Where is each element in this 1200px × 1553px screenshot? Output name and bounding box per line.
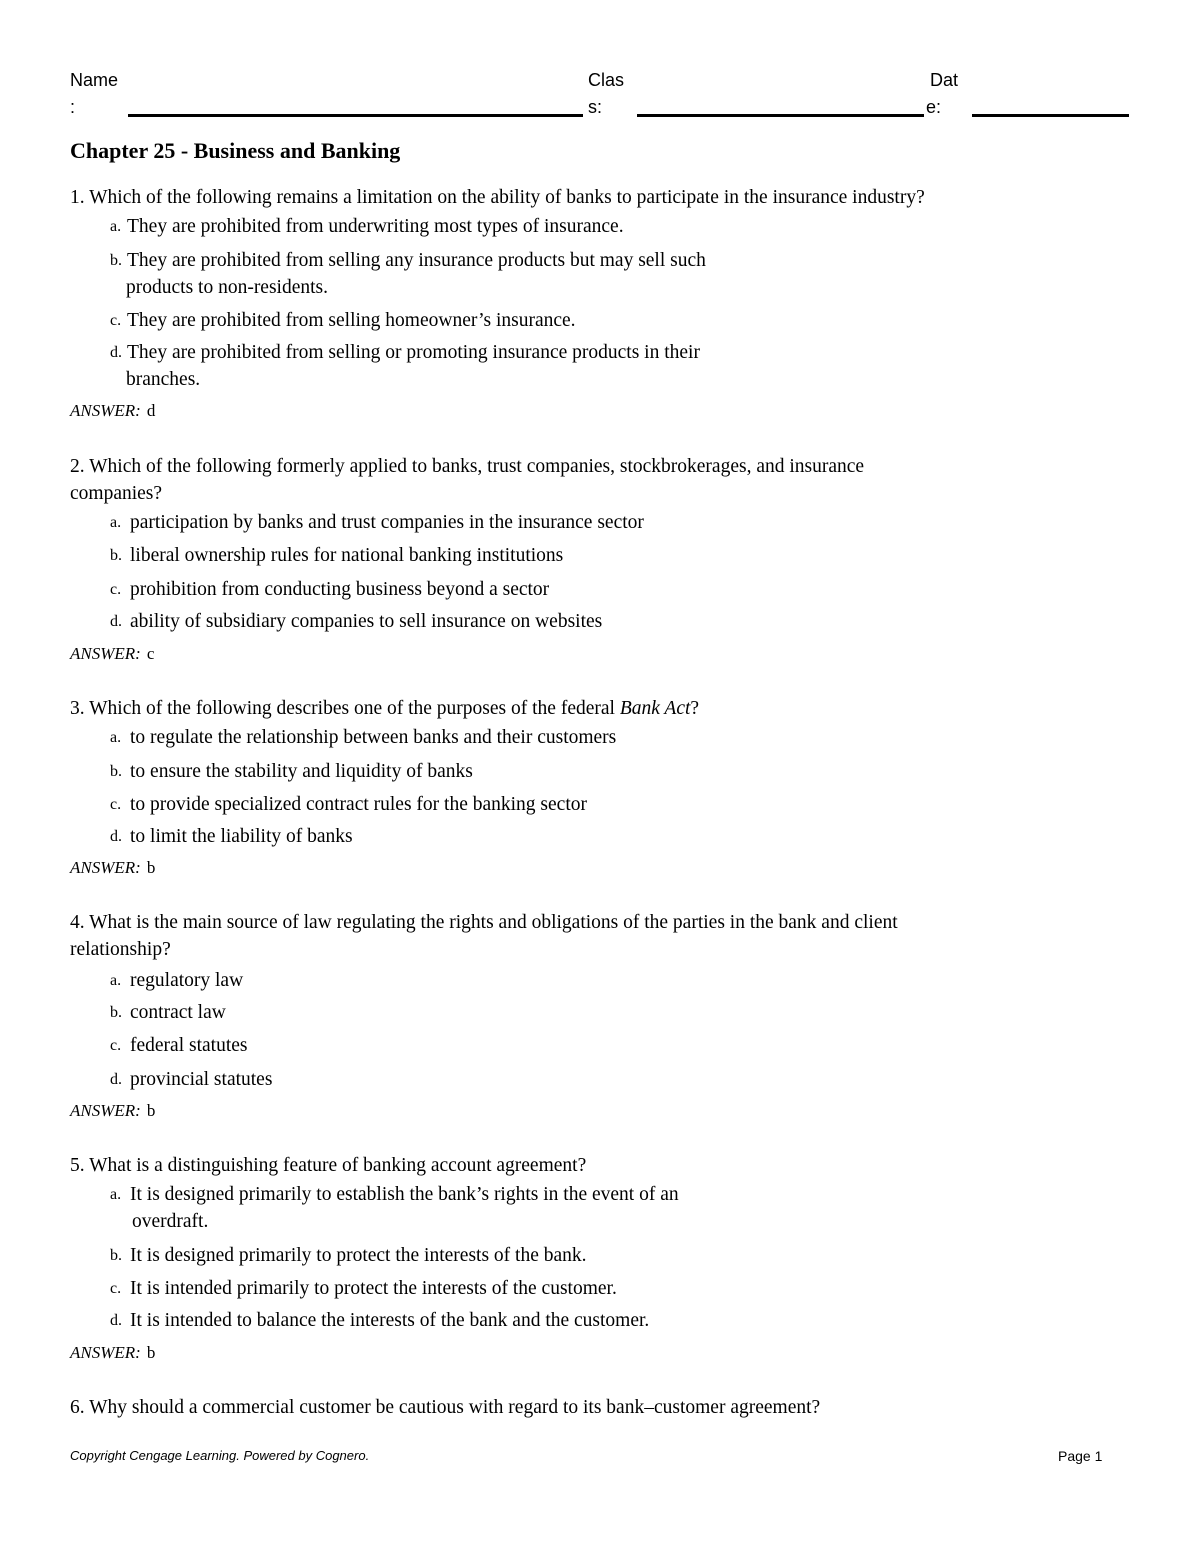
option-text: It is intended primarily to protect the interests of the customer. bbox=[130, 1278, 617, 1299]
answer-line bbox=[70, 401, 155, 421]
option-text: regulatory law bbox=[130, 970, 244, 991]
option-text: contract law bbox=[130, 1002, 226, 1023]
question-stem bbox=[70, 1152, 586, 1179]
question-text: Why should a commercial customer be cautious with regard to its bank–customer agreement? bbox=[89, 1397, 821, 1418]
question-text: Which of the following formerly applied to banks, trust companies, stockbrokerages, and insurance bbox=[89, 456, 865, 477]
option-letter: b. bbox=[110, 1247, 122, 1264]
option-text-cont: overdraft. bbox=[132, 1211, 209, 1232]
class-label-bottom: s: bbox=[588, 97, 603, 117]
question-number: 3. bbox=[70, 698, 85, 719]
question-text: What is a distinguishing feature of banking account agreement? bbox=[89, 1155, 587, 1176]
option-letter: a. bbox=[110, 218, 122, 235]
option-text: federal statutes bbox=[130, 1035, 248, 1056]
option-text: to regulate the relationship between banks and their customers bbox=[130, 727, 617, 748]
option-letter: c. bbox=[110, 581, 122, 598]
option-letter: d. bbox=[110, 1071, 122, 1088]
date-label-bottom: e: bbox=[926, 97, 942, 117]
option-text: They are prohibited from underwriting most types of insurance. bbox=[127, 216, 624, 237]
question-text: Which of the following remains a limitation on the ability of banks to participate in the insurance industry? bbox=[89, 187, 925, 208]
question-text: What is the main source of law regulating the rights and obligations of the parties in the bank and client bbox=[89, 912, 898, 933]
option-letter: a. bbox=[110, 972, 122, 989]
answer-value: d bbox=[146, 401, 156, 420]
option-letter: c. bbox=[110, 312, 122, 329]
answer-value: b bbox=[146, 1101, 156, 1120]
question-text-italic: Bank Act bbox=[619, 698, 691, 719]
question-number: 5. bbox=[70, 1155, 85, 1176]
option-text: to limit the liability of banks bbox=[130, 826, 353, 847]
question-number: 4. bbox=[70, 912, 85, 933]
question-stem bbox=[70, 1394, 820, 1421]
question-number: 2. bbox=[70, 456, 85, 477]
question-stem bbox=[70, 909, 1130, 963]
answer-line bbox=[70, 858, 155, 878]
option-text: liberal ownership rules for national banking institutions bbox=[130, 545, 564, 566]
question-stem bbox=[70, 184, 925, 211]
option-text: It is intended to balance the interests of the bank and the customer. bbox=[130, 1310, 650, 1331]
option-text: They are prohibited from selling or promoting insurance products in their bbox=[127, 342, 700, 363]
answer-value: c bbox=[146, 644, 155, 663]
option-text-cont: branches. bbox=[126, 369, 201, 390]
option-text: prohibition from conducting business beyond a sector bbox=[130, 579, 550, 600]
option-letter: c. bbox=[110, 796, 122, 813]
answer-line bbox=[70, 1101, 155, 1121]
answer-label: ANSWER: bbox=[70, 644, 141, 663]
question-number: 1. bbox=[70, 187, 85, 208]
name-label-top: Name bbox=[70, 70, 119, 90]
option-letter: a. bbox=[110, 514, 122, 531]
option-letter: a. bbox=[110, 729, 122, 746]
copyright-notice: Copyright Cengage Learning. Powered by Cognero. bbox=[70, 1448, 370, 1463]
option-letter: d. bbox=[110, 1312, 122, 1329]
option-text: to provide specialized contract rules for the banking sector bbox=[130, 794, 587, 815]
name-label-bottom: : bbox=[70, 97, 76, 117]
option-letter: d. bbox=[110, 344, 122, 361]
answer-label: ANSWER: bbox=[70, 858, 141, 877]
option-text: to ensure the stability and liquidity of banks bbox=[130, 761, 473, 782]
option-text: provincial statutes bbox=[130, 1069, 273, 1090]
date-label-top: Dat bbox=[930, 70, 959, 90]
answer-line bbox=[70, 644, 154, 664]
question-number: 6. bbox=[70, 1397, 85, 1418]
option-letter: b. bbox=[110, 547, 122, 564]
answer-label: ANSWER: bbox=[70, 1101, 141, 1120]
answer-line bbox=[70, 1343, 155, 1363]
option-letter: b. bbox=[110, 1004, 122, 1021]
answer-value: b bbox=[146, 858, 156, 877]
question-text-cont: companies? bbox=[70, 483, 163, 504]
option-letter: a. bbox=[110, 1186, 122, 1203]
option-text-cont: products to non-residents. bbox=[126, 277, 329, 298]
option-letter: d. bbox=[110, 613, 122, 630]
name-field[interactable] bbox=[128, 114, 583, 117]
option-letter: c. bbox=[110, 1037, 122, 1054]
answer-label: ANSWER: bbox=[70, 401, 141, 420]
class-label-top: Clas bbox=[588, 70, 625, 90]
option-letter: b. bbox=[110, 252, 122, 269]
question-stem bbox=[70, 453, 1130, 507]
option-text: It is designed primarily to establish the bank’s rights in the event of an bbox=[130, 1184, 679, 1205]
date-field[interactable] bbox=[972, 114, 1129, 117]
answer-label: ANSWER: bbox=[70, 1343, 141, 1362]
question-text: Which of the following describes one of the purposes of the federal bbox=[89, 698, 620, 719]
option-letter: c. bbox=[110, 1280, 122, 1297]
option-text: They are prohibited from selling homeowner’s insurance. bbox=[127, 310, 576, 331]
class-field[interactable] bbox=[637, 114, 924, 117]
page-title: Chapter 25 - Business and Banking bbox=[70, 138, 401, 163]
page-number: Page 1 bbox=[1058, 1448, 1103, 1464]
option-text: They are prohibited from selling any insurance products but may sell such bbox=[127, 250, 706, 271]
option-text: participation by banks and trust companies in the insurance sector bbox=[130, 512, 644, 533]
option-text: It is designed primarily to protect the interests of the bank. bbox=[130, 1245, 587, 1266]
option-text: ability of subsidiary companies to sell insurance on websites bbox=[130, 611, 603, 632]
question-text-cont: relationship? bbox=[70, 939, 171, 960]
option-letter: b. bbox=[110, 763, 122, 780]
question-stem bbox=[70, 695, 699, 722]
option-letter: d. bbox=[110, 828, 122, 845]
answer-value: b bbox=[146, 1343, 156, 1362]
question-text-end: ? bbox=[690, 698, 700, 719]
